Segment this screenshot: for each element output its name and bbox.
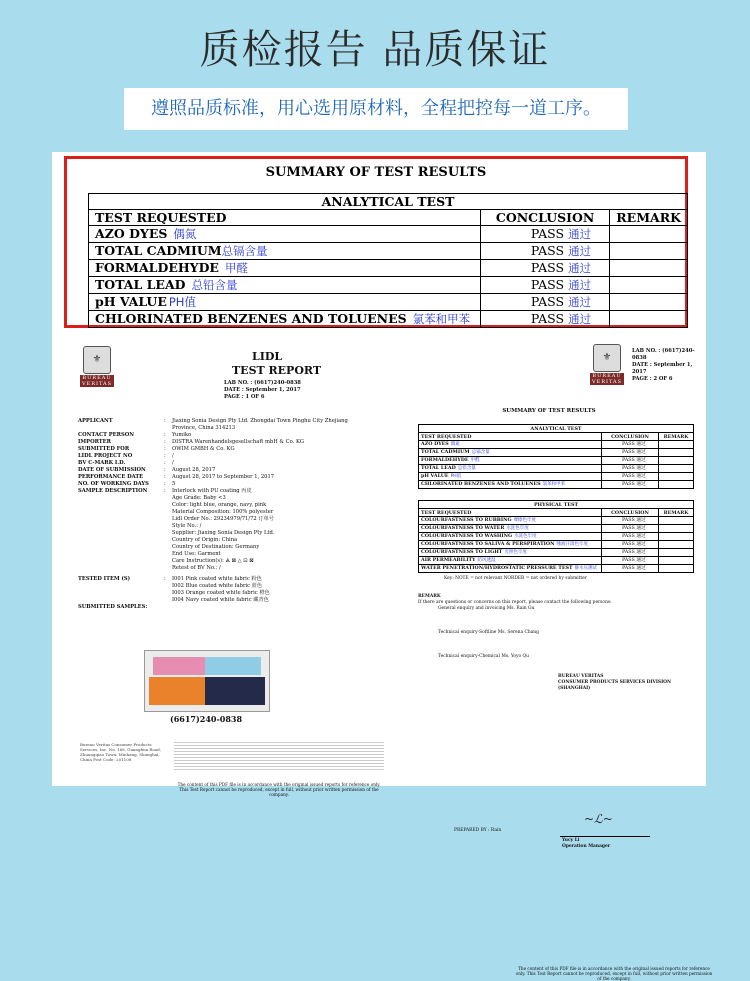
test-name-cn: 水洗色牢度: [514, 534, 537, 539]
table-row: [89, 260, 688, 277]
remark-cell: [659, 565, 694, 573]
test-name: FORMALDEHYDE: [95, 260, 219, 275]
test-name-cn: 防风透湿: [477, 558, 496, 563]
field-value: August 28, 2017: [172, 467, 216, 473]
field-value: DISTRA Warenhandelsgesellschaft mbH & Co. KG: [172, 439, 304, 445]
report-fields: [78, 414, 368, 611]
field-row: [78, 509, 368, 516]
result: PASS 通过: [602, 525, 659, 533]
test-name-cn: PH值: [450, 474, 462, 479]
field-label: SUBMITTED SAMPLES:: [78, 604, 148, 610]
field-label: SAMPLE DESCRIPTION: [78, 488, 148, 494]
table-row: [89, 226, 688, 243]
field-value: I001 Pink coated white fabric 粉色: [172, 576, 262, 582]
result-cn: 通过: [568, 261, 592, 275]
field-value: Country of Destination: Germany: [172, 544, 260, 550]
table-row: [419, 549, 694, 557]
field-colon: [164, 530, 172, 537]
signature-line: [560, 836, 650, 837]
blue-sample: [205, 657, 261, 675]
field-label: NO. OF WORKING DAYS: [78, 481, 149, 487]
field-value: Age Grade: Baby <3: [172, 495, 226, 501]
col-test-requested: TEST REQUESTED: [89, 210, 481, 226]
field-value: End Use: Garment: [172, 551, 221, 557]
test-name: COLOURFASTNESS TO RUBBING: [421, 517, 512, 523]
test-name-cn: 氯苯和甲苯: [412, 312, 471, 326]
field-row: [78, 467, 368, 474]
field-colon: :: [164, 439, 166, 445]
remark-cell: [659, 517, 694, 525]
field-row: [78, 583, 368, 590]
field-value: Style No.: /: [172, 523, 202, 529]
result: PASS: [530, 311, 565, 326]
test-name: TOTAL LEAD: [421, 465, 456, 471]
field-colon: [164, 509, 172, 516]
result: PASS 通过: [602, 541, 659, 549]
col-test-requested: TEST REQUESTED: [419, 509, 602, 517]
navy-sample: [205, 677, 265, 705]
table-row: [419, 565, 694, 573]
remark-cell: [659, 481, 694, 489]
physical-table: [418, 500, 694, 573]
field-row: [78, 432, 368, 439]
field-colon: [164, 495, 172, 502]
orange-sample: [149, 677, 205, 705]
section-header: ANALYTICAL TEST: [419, 425, 694, 433]
result: PASS 通过: [602, 481, 659, 489]
test-name: COLOURFASTNESS TO SALIVA & PERSPIRATION: [421, 541, 555, 547]
col-test-requested: TEST REQUESTED: [419, 433, 602, 441]
result: PASS: [530, 226, 565, 241]
field-value: August 28, 2017 to September 1, 2017: [172, 474, 275, 480]
field-value: I003 Orange coated white fabric 橙色: [172, 590, 270, 596]
lab-no: LAB NO. : (6617)240-0838: [224, 380, 301, 386]
remark-cell: [610, 243, 688, 260]
sample-photo: [144, 650, 270, 712]
field-label: [78, 558, 164, 565]
remark-cell: [659, 557, 694, 565]
field-value: 5: [172, 481, 176, 487]
remark-cell: [610, 226, 688, 243]
result: PASS: [530, 243, 565, 258]
field-row: [78, 604, 368, 611]
analytical-table: [418, 424, 694, 489]
test-name: TOTAL CADMIUM: [95, 243, 222, 258]
prepared-by: PREPARED BY : Rain: [454, 828, 502, 833]
field-label: [78, 590, 164, 597]
test-name: FORMALDEHYDE: [421, 457, 469, 463]
field-colon: [164, 565, 172, 572]
test-name-cn: 摩擦色牢度: [513, 518, 537, 523]
contact-2: Technical enquiry-Softline Ms. Serena Chang: [438, 630, 539, 635]
test-name: pH VALUE: [421, 473, 449, 479]
field-row: [78, 495, 368, 502]
table-row: [419, 557, 694, 565]
bureau-veritas-logo: [80, 346, 114, 387]
report-date: DATE : September 1, 2017: [632, 362, 693, 375]
pink-sample: [153, 657, 205, 675]
remark-cell: [610, 277, 688, 294]
table-row: [419, 441, 694, 449]
field-colon: [164, 590, 172, 597]
remark-cell: [659, 441, 694, 449]
col-remark: REMARK: [659, 509, 694, 517]
field-value: Lidl Order No.: 29234979/71/72 订单号: [172, 516, 274, 522]
field-colon: :: [164, 576, 166, 582]
test-name: CHLORINATED BENZENES AND TOLUENES: [95, 311, 407, 326]
field-row: [78, 597, 368, 604]
contact-1: General enquiry and invoicing Ms. Rain Gu: [438, 606, 535, 611]
field-colon: :: [164, 446, 166, 452]
field-value: Material Composition: 100% polyester: [172, 509, 274, 515]
field-row: [78, 576, 368, 583]
remark-cell: [610, 294, 688, 311]
page-footer: The content of this PDF file is in accordance with the original issued reports for reference only. This Test Report cannot be reproduced, except in full, without prior written permission of the company.: [515, 966, 713, 981]
field-value: Color: light blue, orange, navy, pink: [172, 502, 267, 508]
field-colon: [164, 583, 172, 590]
field-row: [78, 488, 368, 495]
field-value: /: [172, 460, 174, 466]
field-row: [78, 551, 368, 558]
page-footer: The content of this PDF file is in accordance with the original issued reports for reference only. This Test Report cannot be reproduced, except in full, without prior written permission of the company.: [177, 782, 381, 797]
result: PASS 通过: [602, 473, 659, 481]
field-label: [78, 583, 164, 590]
result: PASS 通过: [602, 533, 659, 541]
test-name-cn: 甲醛: [470, 458, 480, 463]
remark-cell: [659, 473, 694, 481]
field-label: [78, 565, 164, 572]
field-label: TESTED ITEM (S): [78, 576, 131, 582]
analytical-test-header: ANALYTICAL TEST: [89, 194, 688, 210]
field-row: [78, 453, 368, 460]
remark-section: [418, 594, 698, 692]
remark-cell: [659, 465, 694, 473]
test-name-cn: 唾液汗渍色牢度: [556, 542, 588, 547]
test-name: TOTAL CADMIUM: [421, 449, 470, 455]
test-name-cn: 光照色牢度: [504, 550, 527, 555]
test-name: TOTAL LEAD: [95, 277, 186, 292]
result-cn: 通过: [568, 244, 592, 258]
bureau-veritas-logo: [590, 344, 624, 385]
remark-cell: [659, 525, 694, 533]
page-title: 质检报告 品质保证: [199, 27, 551, 73]
field-value: Yumiko: [172, 432, 192, 438]
field-label: IMPORTER: [78, 439, 111, 445]
bv-seal-icon: ⚜: [83, 346, 111, 374]
field-value: [172, 604, 368, 611]
field-colon: :: [164, 460, 166, 466]
bv-seal-icon: ⚜: [593, 344, 621, 372]
report-date: DATE : September 1, 2017: [224, 387, 301, 393]
field-label: DATE OF SUBMISSION: [78, 467, 146, 473]
col-conclusion: CONCLUSION: [602, 433, 659, 441]
remark-text: If there are questions or concerns on this report, please contact the following persons:: [418, 600, 612, 605]
field-colon: :: [164, 488, 166, 494]
signer: [562, 838, 610, 850]
field-label: BV C-MARK I.D.: [78, 460, 126, 466]
result: PASS: [530, 260, 565, 275]
table-row: [89, 243, 688, 260]
field-label: CONTACT PERSON: [78, 432, 134, 438]
bv-logo-text: BUREAU VERITAS: [81, 375, 113, 387]
table-row: [419, 473, 694, 481]
bv-logo-text: BUREAU VERITAS: [591, 373, 623, 385]
test-name-cn: 偶氮: [173, 227, 197, 241]
table-row: [419, 541, 694, 549]
remark-cell: [610, 260, 688, 277]
test-name: WATER PENETRATION/HYDROSTATIC PRESSURE TEST: [421, 565, 573, 571]
field-row: [78, 502, 368, 509]
col-conclusion: CONCLUSION: [480, 210, 609, 226]
test-name-cn: 甲醛: [224, 261, 248, 275]
fine-print: [174, 742, 384, 772]
field-label: LIDL PROJECT NO: [78, 453, 133, 459]
result: PASS 通过: [602, 549, 659, 557]
remark-cell: [659, 533, 694, 541]
field-label: SUBMITTED FOR: [78, 446, 130, 452]
field-colon: [164, 544, 172, 551]
test-name: COLOURFASTNESS TO LIGHT: [421, 549, 503, 555]
test-name-cn: 总铅含量: [191, 278, 238, 292]
field-label: [78, 509, 164, 516]
field-label: [78, 502, 164, 509]
field-row: [78, 530, 368, 537]
result: PASS 通过: [602, 449, 659, 457]
field-row: [78, 418, 368, 432]
result-cn: 通过: [568, 278, 592, 292]
field-label: [78, 597, 164, 604]
field-row: [78, 481, 368, 488]
table-row: [419, 481, 694, 489]
lab-no: LAB NO. : (6617)240-0838: [632, 348, 695, 361]
field-label: [78, 495, 164, 502]
report-title: TEST REPORT: [232, 364, 322, 377]
test-name-cn: 总镉含量: [471, 450, 490, 455]
result: PASS 通过: [602, 517, 659, 525]
result-cn: 通过: [568, 312, 592, 326]
remark-cell: [659, 549, 694, 557]
result: PASS: [530, 294, 565, 309]
field-value: Retest of BV No.: /: [172, 565, 221, 571]
section-header: PHYSICAL TEST: [419, 501, 694, 509]
test-name-cn: 氯苯和甲苯: [542, 482, 566, 487]
page-subtitle: 遵照品质标准，用心选用原材料，全程把控每一道工序。: [124, 88, 628, 130]
field-row: [78, 544, 368, 551]
field-value: I002 Blue coated white fabric 蓝色: [172, 583, 263, 589]
remark-cell: [659, 541, 694, 549]
table-row: [419, 457, 694, 465]
test-name-cn: 总镉含量: [221, 244, 268, 258]
table-row: [419, 517, 694, 525]
signer-title: Operation Manager: [562, 844, 611, 849]
table-row: [419, 465, 694, 473]
field-label: [78, 537, 164, 544]
result: PASS 通过: [602, 565, 659, 573]
col-remark: REMARK: [659, 433, 694, 441]
result-cn: 通过: [568, 227, 592, 241]
table-row: [419, 533, 694, 541]
remark-cell: [659, 457, 694, 465]
test-name-cn: 水洗色牢度: [506, 526, 529, 531]
test-name-cn: 偶氮: [450, 442, 460, 447]
test-name: CHLORINATED BENZENES AND TOLUENES: [421, 481, 541, 487]
test-name: AZO DYES: [421, 441, 449, 447]
field-row: [78, 474, 368, 481]
page-no: PAGE : 2 OF 6: [632, 376, 673, 382]
table-row: [89, 311, 688, 328]
field-label: [78, 551, 164, 558]
field-colon: :: [164, 481, 166, 487]
result: PASS: [530, 277, 565, 292]
signer-name: Yucy Li: [562, 838, 580, 843]
field-row: [78, 590, 368, 597]
table-row: [89, 277, 688, 294]
org-name: BUREAU VERITAS: [558, 674, 604, 679]
field-value: Country of Origin: China: [172, 537, 238, 543]
field-value: OWIM GMBH & Co. KG: [172, 446, 235, 452]
table-row: [89, 294, 688, 311]
summary-title: SUMMARY OF TEST RESULTS: [502, 408, 596, 414]
field-value: /: [172, 453, 174, 459]
result: PASS 通过: [602, 557, 659, 565]
field-colon: [164, 597, 172, 604]
field-row: [78, 565, 368, 572]
table-row: [419, 525, 694, 533]
summary-title: SUMMARY OF TEST RESULTS: [265, 165, 487, 180]
client-name: LIDL: [252, 350, 283, 363]
field-colon: :: [164, 432, 166, 438]
signature-icon: ~ℒ~: [584, 812, 613, 826]
field-value: Care Instruction(s): 🜁 ⊠ △ ⊡ ⊠: [172, 558, 254, 564]
field-colon: :: [164, 418, 166, 424]
field-colon: [164, 537, 172, 544]
remark-cell: [610, 311, 688, 328]
summary-highlight-box: [64, 156, 688, 328]
field-row: [78, 439, 368, 446]
lab-address: Bureau Veritas Consumer Products Services, Inc. No. 168, Guanghua Road, Zhuangqiao Town, Minhang, Shanghai, China Post Code: 201108: [80, 742, 161, 762]
field-row: [78, 523, 368, 530]
page-no: PAGE : 1 OF 6: [224, 394, 265, 400]
field-colon: [164, 516, 172, 523]
key-note: Key: NOTE = not relevant NORDER = not ordered by submitter: [444, 576, 587, 581]
result: PASS 通过: [602, 465, 659, 473]
field-row: [78, 537, 368, 544]
field-label: [78, 530, 164, 537]
test-name-cn: 总铅含量: [457, 466, 476, 471]
field-colon: :: [164, 474, 166, 480]
test-name: COLOURFASTNESS TO WATER: [421, 525, 505, 531]
field-label: [78, 523, 164, 530]
field-row: [78, 516, 368, 523]
field-colon: [164, 523, 172, 530]
report-meta: [632, 348, 704, 383]
field-value: Jiaxing Sonia Design Pty Ltd. Zhongdai Town Pinghu City Zhejiang Province, China 314213: [172, 418, 348, 431]
summary-table: [88, 193, 688, 328]
field-colon: :: [164, 453, 166, 459]
field-row: [78, 446, 368, 453]
field-colon: [164, 551, 172, 558]
test-name: AIR PERMEABILITY: [421, 557, 476, 563]
table-row: [419, 449, 694, 457]
test-name: COLOURFASTNESS TO WASHING: [421, 533, 513, 539]
col-remark: REMARK: [610, 210, 688, 226]
test-name: AZO DYES: [95, 226, 168, 241]
field-row: [78, 558, 368, 565]
field-colon: :: [164, 467, 166, 473]
test-name-cn: PH值: [168, 295, 196, 309]
field-value: Interlock with PU coating 丙皮: [172, 488, 252, 494]
col-conclusion: CONCLUSION: [602, 509, 659, 517]
org-division: CONSUMER PRODUCTS SERVICES DIVISION (SHANGHAI): [558, 680, 671, 691]
field-label: PERFORMANCE DATE: [78, 474, 144, 480]
field-label: [78, 544, 164, 551]
field-colon: [164, 502, 172, 509]
field-value: Supplier: Jiaxing Sonia Design Pty Ltd.: [172, 530, 275, 536]
field-label: APPLICANT: [78, 418, 113, 424]
field-label: [78, 516, 164, 523]
remark-cell: [659, 449, 694, 457]
test-name-cn: 静水压测试: [574, 566, 598, 571]
remark-title: REMARK: [418, 594, 441, 599]
result: PASS 通过: [602, 457, 659, 465]
field-colon: [164, 604, 172, 611]
field-colon: [164, 558, 172, 565]
sample-id: (6617)240-0838: [169, 714, 243, 724]
field-row: [78, 460, 368, 467]
report-meta: [224, 380, 301, 401]
result: PASS 通过: [602, 441, 659, 449]
contact-3: Technical enquiry-Chemical Ms. Yoyo Qu: [438, 654, 529, 659]
field-value: I004 Navy coated white fabric 藏青色: [172, 597, 269, 603]
report-document: [52, 152, 713, 981]
result-cn: 通过: [568, 295, 592, 309]
test-name: pH VALUE: [95, 294, 167, 309]
